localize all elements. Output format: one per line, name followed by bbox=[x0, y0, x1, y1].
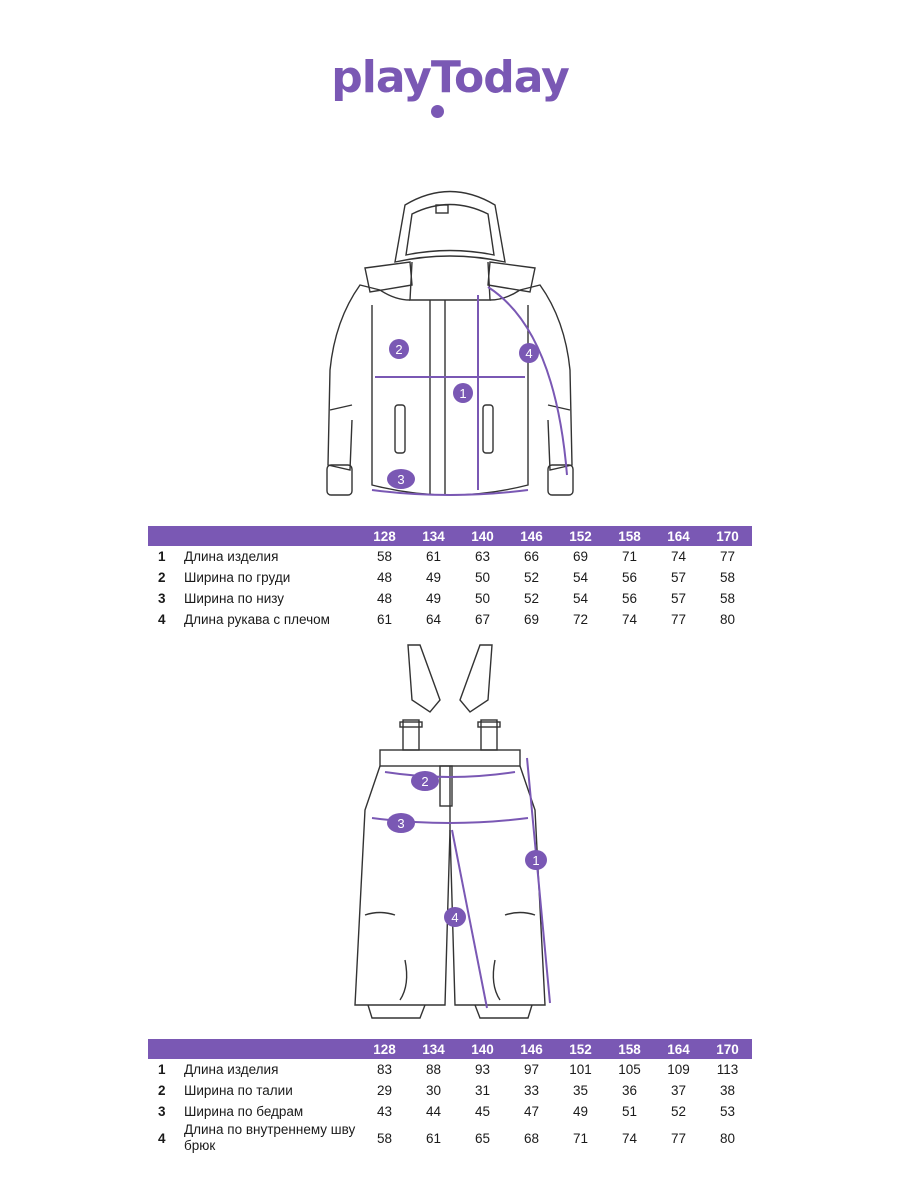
logo-dot bbox=[431, 105, 444, 118]
marker-label: 1 bbox=[459, 386, 467, 401]
marker-label: 4 bbox=[451, 910, 459, 925]
header-blank bbox=[148, 1039, 360, 1059]
size-value: 49 bbox=[425, 591, 442, 606]
size-value: 56 bbox=[621, 591, 638, 606]
size-value: 101 bbox=[569, 1062, 592, 1077]
size-header: 128 bbox=[360, 526, 409, 546]
size-value: 113 bbox=[716, 1062, 739, 1077]
measure-marker bbox=[519, 343, 539, 363]
size-value: 80 bbox=[719, 1130, 736, 1146]
measure-marker bbox=[387, 813, 415, 833]
row-number: 4 bbox=[158, 612, 166, 627]
measure-marker bbox=[411, 771, 439, 791]
row-number: 1 bbox=[158, 1062, 166, 1077]
size-value: 50 bbox=[474, 591, 491, 606]
size-value: 72 bbox=[572, 612, 589, 627]
row-label: Ширина по талии bbox=[184, 1083, 293, 1098]
size-value: 57 bbox=[670, 591, 687, 606]
size-value: 58 bbox=[376, 549, 393, 564]
row-label: Длина по внутреннему шву брюк bbox=[184, 1122, 356, 1153]
row-number: 2 bbox=[158, 570, 166, 585]
size-value: 54 bbox=[572, 570, 589, 585]
size-value: 51 bbox=[621, 1104, 638, 1119]
marker-label: 1 bbox=[532, 853, 540, 868]
size-value: 47 bbox=[523, 1104, 540, 1119]
size-value: 63 bbox=[474, 549, 491, 564]
table-row bbox=[148, 1059, 752, 1080]
size-header: 146 bbox=[507, 1039, 556, 1059]
measure-marker bbox=[453, 383, 473, 403]
size-header: 140 bbox=[458, 526, 507, 546]
size-value: 66 bbox=[523, 549, 540, 564]
table-row bbox=[148, 1080, 752, 1101]
size-value: 31 bbox=[474, 1083, 491, 1098]
size-value: 77 bbox=[670, 1130, 687, 1146]
size-value: 93 bbox=[474, 1062, 491, 1077]
size-value: 64 bbox=[425, 612, 442, 627]
size-value: 30 bbox=[425, 1083, 442, 1098]
size-value: 54 bbox=[572, 591, 589, 606]
row-number: 3 bbox=[158, 1104, 166, 1119]
header-blank bbox=[148, 526, 360, 546]
size-value: 38 bbox=[719, 1083, 736, 1098]
size-header: 140 bbox=[458, 1039, 507, 1059]
size-value: 61 bbox=[425, 1130, 442, 1146]
size-value: 58 bbox=[376, 1130, 393, 1146]
table-row bbox=[148, 588, 752, 609]
marker-label: 2 bbox=[421, 774, 429, 789]
size-value: 35 bbox=[572, 1083, 589, 1098]
size-value: 65 bbox=[474, 1130, 491, 1146]
row-label: Ширина по низу bbox=[184, 591, 285, 606]
marker-label: 2 bbox=[395, 342, 403, 357]
size-value: 44 bbox=[425, 1104, 442, 1119]
row-label: Длина изделия bbox=[184, 1062, 279, 1077]
row-label: Ширина по груди bbox=[184, 570, 291, 585]
measure-marker bbox=[389, 339, 409, 359]
size-value: 74 bbox=[621, 612, 638, 627]
size-value: 45 bbox=[474, 1104, 491, 1119]
size-header: 158 bbox=[605, 526, 654, 546]
size-value: 77 bbox=[670, 612, 687, 627]
size-value: 49 bbox=[572, 1104, 589, 1119]
size-header: 152 bbox=[556, 1039, 605, 1059]
size-value: 67 bbox=[474, 612, 491, 627]
size-value: 56 bbox=[621, 570, 638, 585]
brand-logo bbox=[0, 52, 900, 103]
jacket-size-table bbox=[148, 526, 752, 630]
size-header: 164 bbox=[654, 526, 703, 546]
size-value: 58 bbox=[719, 570, 736, 585]
row-number: 1 bbox=[158, 549, 166, 564]
table-row bbox=[148, 609, 752, 630]
size-value: 97 bbox=[523, 1062, 540, 1077]
size-value: 48 bbox=[376, 570, 393, 585]
size-value: 50 bbox=[474, 570, 491, 585]
row-number: 2 bbox=[158, 1083, 166, 1098]
size-header: 146 bbox=[507, 526, 556, 546]
measure-marker bbox=[444, 907, 466, 927]
size-value: 71 bbox=[572, 1130, 589, 1146]
row-label: Ширина по бедрам bbox=[184, 1104, 304, 1119]
table-row bbox=[148, 567, 752, 588]
size-value: 61 bbox=[376, 612, 393, 627]
pants-size-header bbox=[148, 1039, 752, 1059]
size-value: 49 bbox=[425, 570, 442, 585]
measure-marker bbox=[387, 469, 415, 489]
size-value: 52 bbox=[523, 570, 540, 585]
size-value: 29 bbox=[376, 1083, 393, 1098]
size-header: 134 bbox=[409, 1039, 458, 1059]
size-value: 68 bbox=[523, 1130, 540, 1146]
row-number: 3 bbox=[158, 591, 166, 606]
size-value: 74 bbox=[670, 549, 687, 564]
size-value: 52 bbox=[670, 1104, 687, 1119]
table-row bbox=[148, 1101, 752, 1122]
row-label: Длина рукава с плечом bbox=[184, 612, 330, 627]
size-value: 36 bbox=[621, 1083, 638, 1098]
size-value: 61 bbox=[425, 549, 442, 564]
row-number: 4 bbox=[158, 1130, 166, 1146]
size-value: 37 bbox=[670, 1083, 687, 1098]
size-value: 69 bbox=[572, 549, 589, 564]
pants-illustration bbox=[0, 640, 900, 1030]
size-header: 164 bbox=[654, 1039, 703, 1059]
table-row bbox=[148, 546, 752, 567]
measure-marker bbox=[525, 850, 547, 870]
size-value: 71 bbox=[621, 549, 638, 564]
size-value: 83 bbox=[376, 1062, 393, 1077]
logo-text: playToday bbox=[331, 52, 569, 103]
size-value: 80 bbox=[719, 612, 736, 627]
marker-label: 4 bbox=[525, 346, 533, 361]
size-value: 109 bbox=[667, 1062, 690, 1077]
size-value: 53 bbox=[719, 1104, 736, 1119]
size-value: 33 bbox=[523, 1083, 540, 1098]
size-value: 77 bbox=[719, 549, 736, 564]
size-header: 170 bbox=[703, 1039, 752, 1059]
marker-label: 3 bbox=[397, 816, 405, 831]
size-value: 69 bbox=[523, 612, 540, 627]
size-value: 88 bbox=[425, 1062, 442, 1077]
size-value: 57 bbox=[670, 570, 687, 585]
size-value: 58 bbox=[719, 591, 736, 606]
size-value: 105 bbox=[618, 1062, 641, 1077]
jacket-size-header bbox=[148, 526, 752, 546]
size-value: 48 bbox=[376, 591, 393, 606]
size-value: 52 bbox=[523, 591, 540, 606]
size-value: 74 bbox=[621, 1130, 638, 1146]
jacket-illustration bbox=[0, 180, 900, 510]
table-row bbox=[148, 1122, 752, 1154]
size-header: 152 bbox=[556, 526, 605, 546]
pants-size-table bbox=[148, 1039, 752, 1154]
row-label: Длина изделия bbox=[184, 549, 279, 564]
marker-label: 3 bbox=[397, 472, 405, 487]
size-header: 134 bbox=[409, 526, 458, 546]
size-header: 128 bbox=[360, 1039, 409, 1059]
size-header: 170 bbox=[703, 526, 752, 546]
size-value: 43 bbox=[376, 1104, 393, 1119]
size-header: 158 bbox=[605, 1039, 654, 1059]
